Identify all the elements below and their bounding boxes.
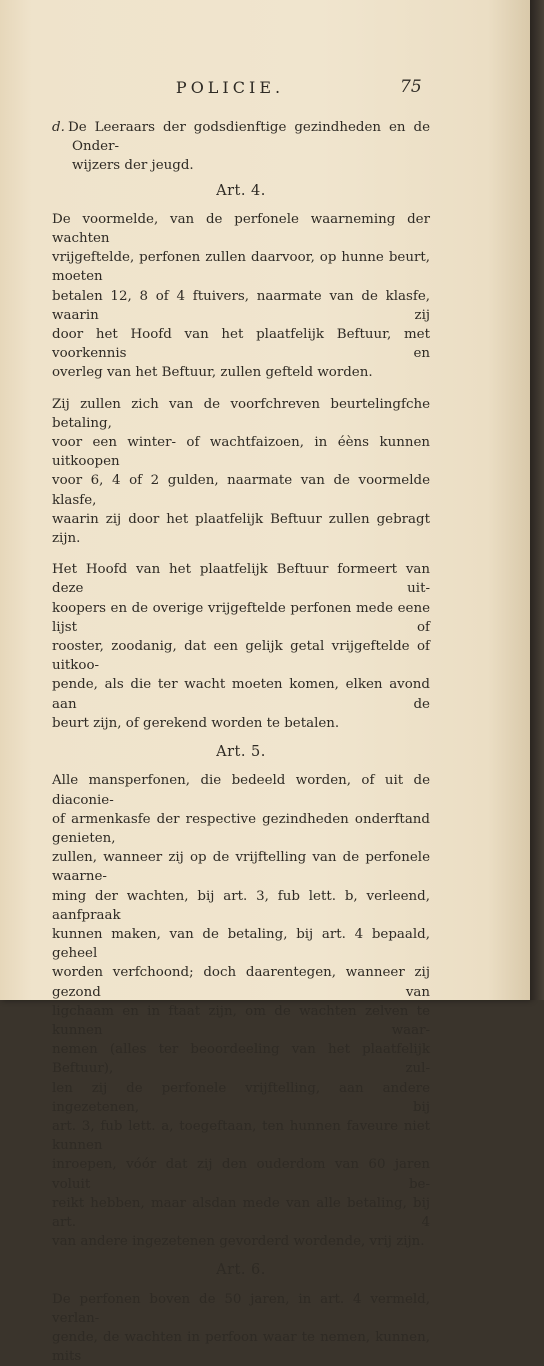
page-header — [0, 78, 530, 102]
text-line: voor 6, 4 of 2 gulden, naarmate van de voormelde klasfe, — [52, 473, 430, 508]
text-line: De Leeraars der godsdienftige gezindheden en de Onder- — [68, 120, 430, 155]
text-line: Zij zullen zich van de voorfchreven beurtelingfche betaling, — [52, 396, 430, 431]
text-line: wijzers der jeugd. — [72, 158, 194, 174]
running-title: POLICIE. — [175, 78, 285, 97]
text-line: De voormelde, van de perfonele waarneming der wachten — [52, 211, 430, 247]
list-marker: d. — [52, 120, 65, 135]
paragraph — [52, 771, 430, 1251]
paragraph — [52, 560, 430, 733]
text-line: worden verfchoond; doch daarentegen, wanneer zij gezond van — [52, 965, 430, 1000]
article-heading-6: Art. 6. — [216, 1262, 266, 1279]
paragraph — [52, 395, 430, 549]
text-line: Alle mansperfonen, die bedeeld worden, of uit de diaconie- — [52, 773, 430, 808]
article-heading-5: Art. 5. — [216, 744, 266, 761]
page-number: 75 — [400, 77, 422, 97]
list-item-d — [52, 118, 430, 176]
text-line: of armenkasfe der respective gezindheden onderftand genieten, — [52, 811, 430, 846]
text-line: gende, de wachten in perfoon waar te nemen, kunnen, mits — [52, 1329, 430, 1365]
text-line: inroepen, vóór dat zij den ouderdom van 60 jaren voluit be- — [52, 1157, 430, 1192]
text-line: van andere ingezetenen gevorderd wordende, vrij zijn. — [52, 1234, 425, 1250]
text-line: betalen 12, 8 of 4 ftuivers, naarmate van de klasfe, waarin zij — [52, 288, 430, 323]
text-line: voor een winter- of wachtfaizoen, in éèns kunnen uitkoopen — [52, 435, 430, 470]
text-line: Het Hoofd van het plaatfelijk Beftuur formeert van deze uit- — [52, 562, 430, 597]
text-line: kunnen maken, van de betaling, bij art. 4 bepaald, geheel — [52, 926, 430, 962]
text-line: nemen (alles ter beoordeeling van het plaatfelijk Beftuur), zul- — [52, 1042, 430, 1077]
text-line: art. 3, fub lett. a, toegeftaan, ten hunnen faveure niet kunnen — [52, 1118, 430, 1154]
text-line: len zij de perfonele vrijftelling, aan andere ingezetenen, bij — [52, 1080, 430, 1115]
text-line: vrijgeftelde, perfonen zullen daarvoor, op hunne beurt, moeten — [52, 250, 430, 285]
text-line: De perfonen boven de 50 jaren, in art. 4 vermeld, verlan- — [52, 1291, 430, 1326]
text-line: ligchaam en in ftaat zijn, om de wachten zelven te kunnen waar- — [52, 1003, 430, 1038]
text-line: zullen, wanneer zij op de vrijftelling van de perfonele waarne- — [52, 850, 430, 885]
text-line: reikt hebben, maar alsdan mede van alle betaling, bij art. 4 — [52, 1195, 430, 1230]
text-line: overleg van het Beftuur, zullen gefteld worden. — [52, 365, 373, 381]
text-line: ming der wachten, bij art. 3, fub lett. b, verleend, aanfpraak — [52, 888, 430, 923]
text-line: rooster, zoodanig, dat een gelijk getal vrijgeftelde of uitkoo- — [52, 639, 430, 674]
book-edge — [530, 0, 544, 1000]
article-heading-4: Art. 4. — [216, 182, 266, 199]
paragraph — [52, 1290, 430, 1366]
text-line: beurt zijn, of gerekend worden te betalen. — [52, 715, 340, 731]
text-line: koopers en de overige vrijgeftelde perfonen mede eene lijst of — [52, 600, 430, 635]
body-text — [52, 118, 430, 1366]
text-line: pende, als die ter wacht moeten komen, elken avond aan de — [52, 677, 430, 712]
text-line: door het Hoofd van het plaatfelijk Beftuur, met voorkennis en — [52, 327, 430, 362]
text-line: waarin zij door het plaatfelijk Beftuur zullen gebragt zijn. — [52, 511, 430, 547]
paragraph — [52, 210, 430, 383]
